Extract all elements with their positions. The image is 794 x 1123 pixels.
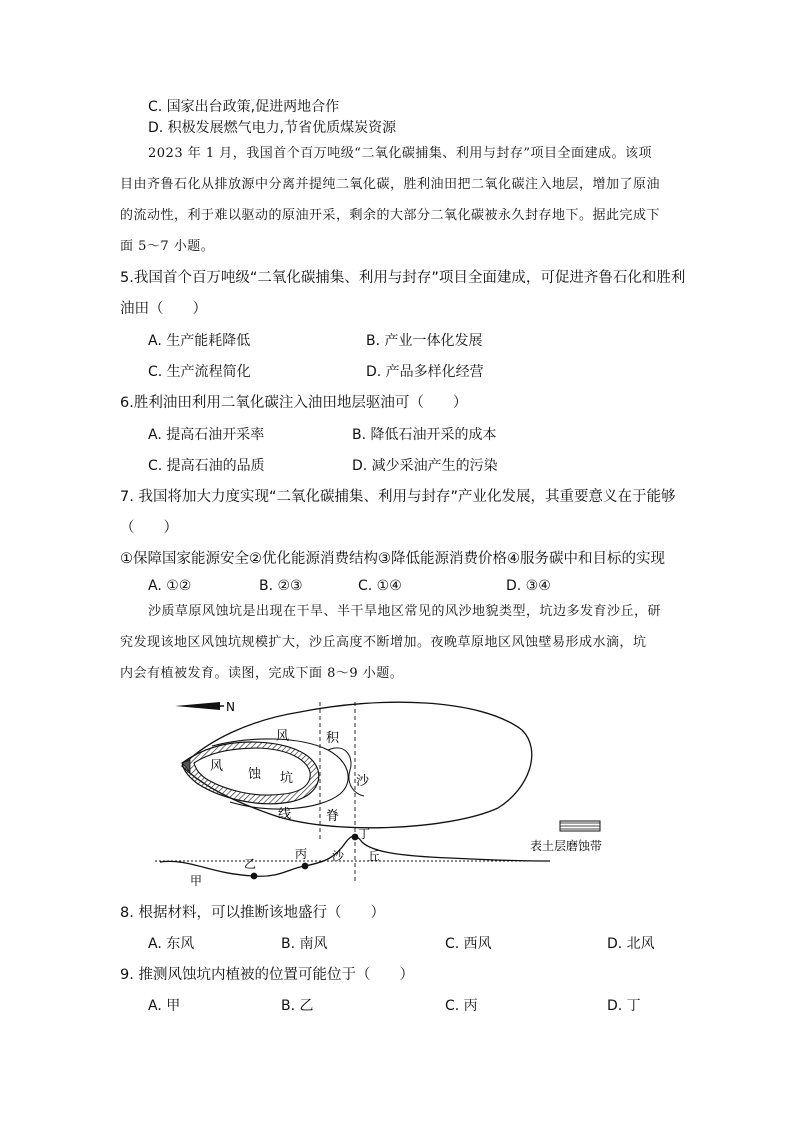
option-c-prev: C. 国家出台政策,促进两地合作: [148, 99, 340, 115]
label-dune-sha: 沙: [332, 849, 345, 863]
q8-option-d: D. 北风: [607, 936, 655, 952]
label-shi: 蚀: [248, 767, 262, 782]
label-xian: 线: [278, 807, 292, 822]
q8-option-c: C. 西风: [445, 936, 492, 952]
label-sha: 沙: [356, 774, 370, 789]
legend-label: 表土层磨蚀带: [530, 839, 603, 853]
q7-option-d: D. ③④: [506, 578, 551, 594]
label-dune-qiu: 丘: [368, 849, 381, 863]
q5-option-a: A. 生产能耗降低: [148, 333, 251, 349]
north-arrow-icon: [175, 702, 224, 710]
label-keng: 坑: [280, 771, 294, 786]
north-label: N: [226, 700, 235, 714]
label-yi: 乙: [244, 857, 257, 871]
q6-option-a: A. 提高石油开采率: [148, 427, 265, 443]
q7-items: ①保障国家能源安全②优化能源消费结构③降低能源消费价格④服务碳中和目标的实现: [120, 551, 665, 567]
q9-option-a: A. 甲: [148, 998, 181, 1014]
label-jia: 甲: [190, 874, 203, 888]
q6-option-b: B. 降低石油开采的成本: [352, 427, 497, 443]
q7-option-c: C. ①④: [358, 578, 402, 594]
passage1-line-1: 2023 年 1 月，我国首个百万吨级“二氧化碳捕集、利用与封存”项目全面建成。该项: [148, 146, 653, 161]
blowout-figure: [150, 690, 650, 890]
q6-option-d: D. 减少采油产生的污染: [352, 458, 498, 474]
label-ding: 丁: [358, 827, 371, 841]
q8-option-a: A. 东风: [148, 936, 195, 952]
q6-option-c: C. 提高石油的品质: [148, 458, 265, 474]
passage1-line-3: 的流动性，利于难以驱动的原油开采，剩余的大部分二氧化碳被永久封存地下。据此完成下: [120, 208, 661, 223]
point-yi: [251, 873, 258, 880]
passage1-line-2: 目由齐鲁石化从排放源中分离并提纯二氧化碳，胜利油田把二氧化碳注入地层，增加了原油: [120, 177, 661, 192]
label-feng-1: 风: [276, 729, 290, 744]
label-bing: 丙: [295, 847, 308, 861]
legend-swatch: [560, 821, 600, 831]
label-ji-ridge: 脊: [326, 809, 340, 824]
label-feng-2: 风: [210, 759, 224, 774]
label-ji: 积: [326, 731, 340, 746]
q7-stem-line-2: （ ）: [120, 520, 178, 536]
q6-stem: 6.胜利油田利用二氧化碳注入油田地层驱油可（ ）: [120, 395, 468, 411]
passage2-line-1: 沙质草原风蚀坑是出现在干旱、半干旱地区常见的风沙地貌类型，坑边多发育沙丘，研: [148, 604, 662, 619]
q7-stem-line-1: 7. 我国将加大力度实现“二氧化碳捕集、利用与封存”产业化发展，其重要意义在于能够: [120, 489, 676, 505]
q9-stem: 9. 推测风蚀坑内植被的位置可能位于（ ）: [120, 967, 414, 983]
q8-option-b: B. 南风: [281, 936, 328, 952]
q8-stem: 8. 根据材料，可以推断该地盛行（ ）: [120, 905, 385, 921]
q5-stem-line-2: 油田（ ）: [120, 301, 207, 317]
q5-option-b: B. 产业一体化发展: [366, 333, 483, 349]
option-d-prev: D. 积极发展燃气电力,节省优质煤炭资源: [148, 120, 397, 136]
point-bing: [302, 863, 309, 870]
q7-option-a: A. ①②: [148, 578, 192, 594]
q5-option-c: C. 生产流程简化: [148, 364, 251, 380]
q5-option-d: D. 产品多样化经营: [366, 364, 484, 380]
q9-option-d: D. 丁: [607, 998, 641, 1014]
passage1-line-4: 面 5～7 小题。: [120, 239, 215, 254]
q7-option-b: B. ②③: [259, 578, 303, 594]
q9-option-c: C. 丙: [445, 998, 478, 1014]
q9-option-b: B. 乙: [281, 998, 314, 1014]
passage2-line-2: 究发现该地区风蚀坑规模扩大，沙丘高度不断增加。夜晚草原地区风蚀壁易形成水滴，坑: [120, 635, 647, 650]
passage2-line-3: 内会有植被发育。读图，完成下面 8～9 小题。: [120, 666, 404, 681]
q5-stem-line-1: 5.我国首个百万吨级“二氧化碳捕集、利用与封存”项目全面建成，可促进齐鲁石化和胜利: [120, 270, 686, 286]
